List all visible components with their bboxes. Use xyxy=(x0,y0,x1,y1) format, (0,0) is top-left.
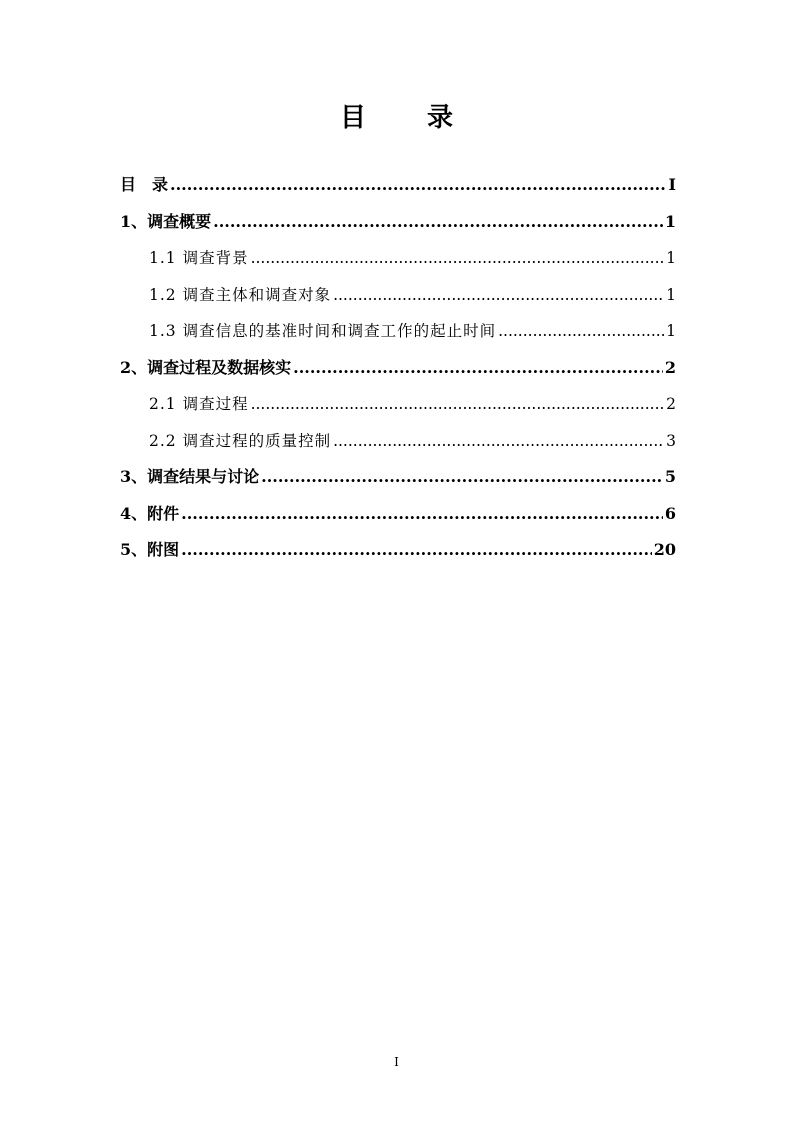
toc-entry-section-5[interactable] xyxy=(120,537,676,574)
toc-leader-dots xyxy=(251,391,665,417)
toc-entry-page: 2 xyxy=(666,395,676,413)
toc-entry-label: 3、调查结果与讨论 xyxy=(120,467,260,486)
toc-leader-dots xyxy=(170,172,667,198)
toc-entry-label: 1.3 调查信息的基准时间和调查工作的起止时间 xyxy=(149,322,497,340)
toc-entry-section-2[interactable] xyxy=(120,355,676,392)
toc-entry-label: 4、附件 xyxy=(120,503,180,523)
table-of-contents xyxy=(120,172,676,574)
toc-entry-page: 5 xyxy=(664,467,676,486)
toc-leader-dots xyxy=(333,282,664,308)
toc-leader-dots xyxy=(213,209,663,235)
toc-entry-page: 3 xyxy=(666,431,676,450)
page-title: 目 录 xyxy=(339,103,480,133)
toc-leader-dots xyxy=(251,245,665,271)
toc-entry-label: 2、调查过程及数据核实 xyxy=(120,357,292,377)
toc-entry-label: 1.2 调查主体和调查对象 xyxy=(149,285,332,304)
toc-entry-label: 2.1 调查过程 xyxy=(149,395,249,413)
toc-entry-page: 20 xyxy=(653,540,676,559)
toc-leader-dots xyxy=(293,355,663,381)
page-number-footer: I xyxy=(394,1055,399,1069)
toc-entry-section-1-1[interactable] xyxy=(120,245,676,282)
toc-entry-label: 1.1 调查背景 xyxy=(149,249,249,267)
toc-entry-page: 1 xyxy=(666,249,676,267)
toc-entry-page: 1 xyxy=(664,211,676,231)
toc-entry-section-3[interactable] xyxy=(120,464,676,501)
toc-entry-section-4[interactable] xyxy=(120,501,676,538)
toc-entry-label: 2.2 调查过程的质量控制 xyxy=(149,431,332,450)
toc-entry-label: 1、调查概要 xyxy=(120,211,212,231)
toc-leader-dots xyxy=(498,318,664,344)
toc-entry-contents[interactable] xyxy=(120,172,676,209)
toc-entry-page: 2 xyxy=(664,357,676,377)
toc-leader-dots xyxy=(181,537,652,563)
toc-entry-page: 6 xyxy=(664,503,676,523)
toc-entry-section-2-1[interactable] xyxy=(120,391,676,428)
toc-entry-page: 1 xyxy=(666,285,676,304)
toc-entry-section-1-2[interactable] xyxy=(120,282,676,319)
toc-entry-section-2-2[interactable] xyxy=(120,428,676,465)
toc-entry-section-1[interactable] xyxy=(120,209,676,246)
toc-leader-dots xyxy=(261,464,663,490)
toc-entry-label: 目 录 xyxy=(120,175,169,194)
toc-leader-dots xyxy=(181,501,663,527)
toc-leader-dots xyxy=(333,428,664,454)
toc-entry-page: I xyxy=(668,175,676,194)
toc-entry-label: 5、附图 xyxy=(120,540,180,559)
toc-entry-section-1-3[interactable] xyxy=(120,318,676,355)
toc-entry-page: 1 xyxy=(666,322,676,340)
